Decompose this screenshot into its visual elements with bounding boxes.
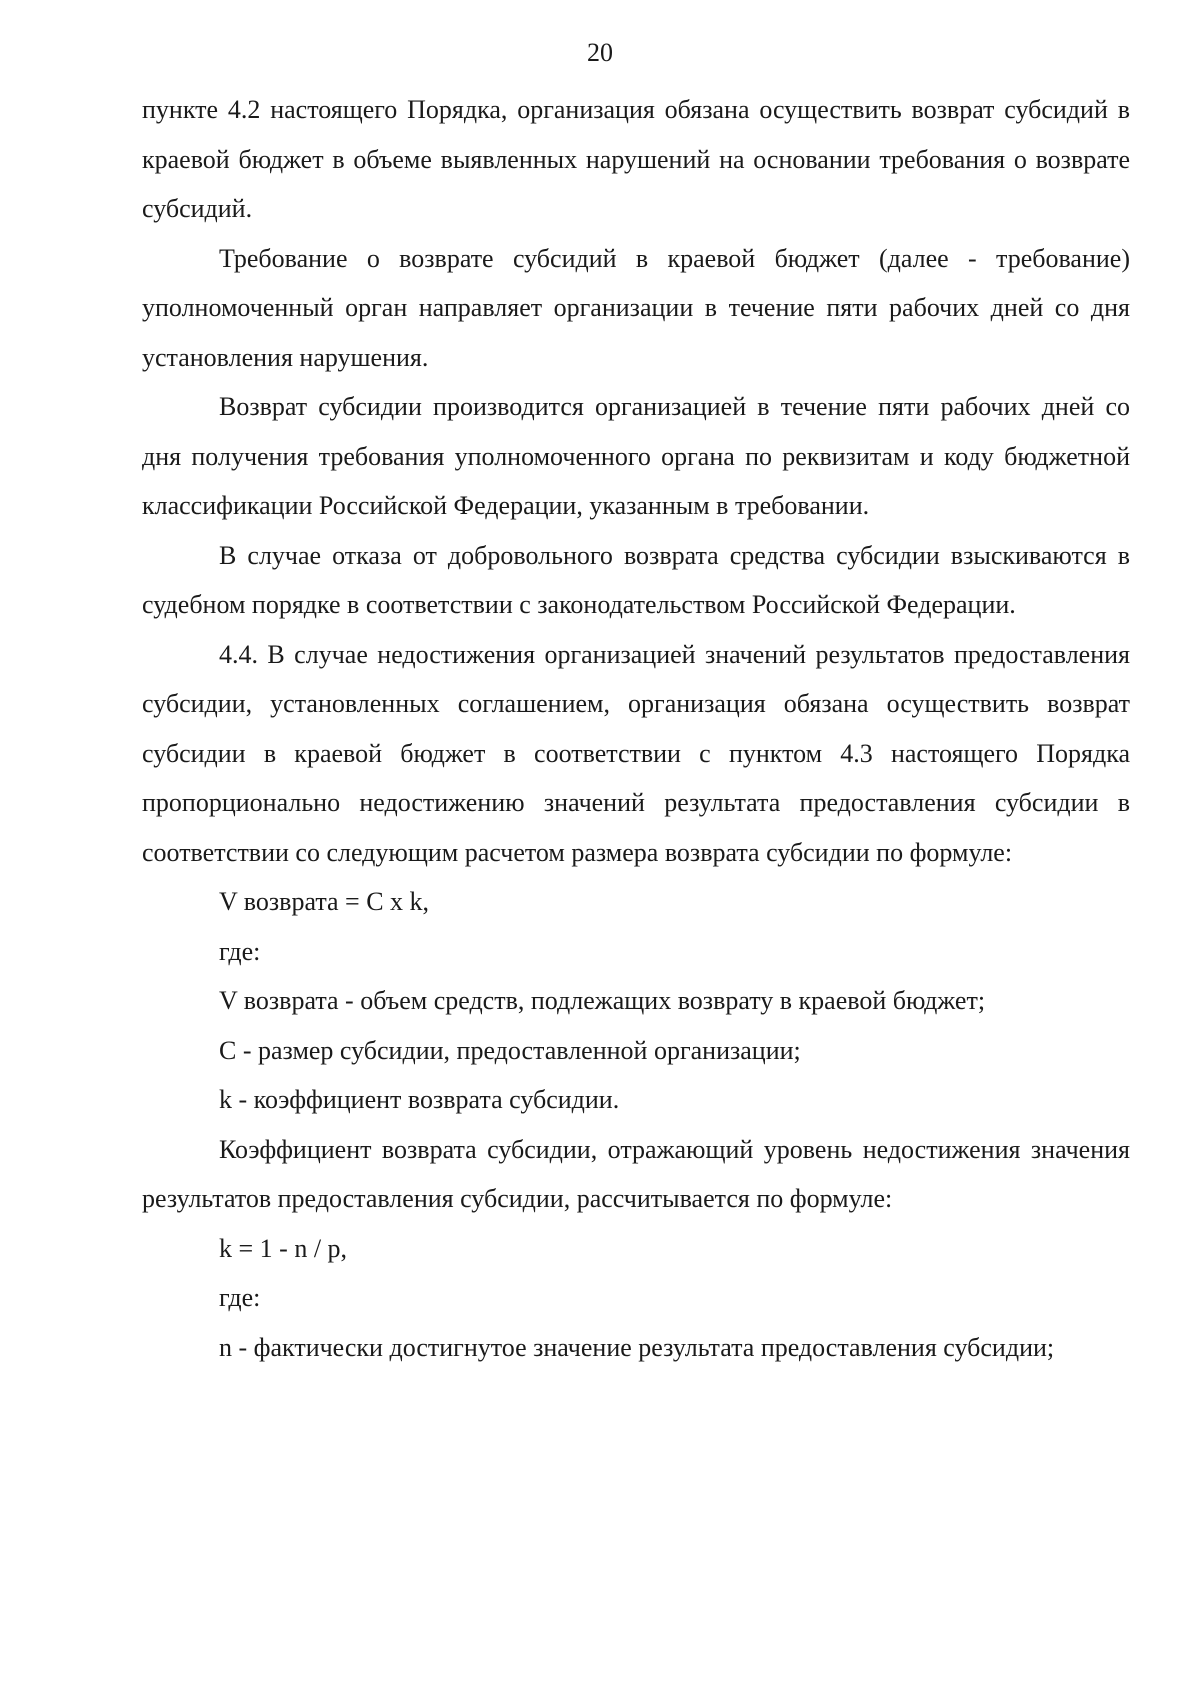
paragraph-demand-notice: Требование о возврате субсидий в краевой бюджет (далее - требование) уполномоченный орган направляет организации в течение пяти рабочих дней со дня установления нарушения.: [142, 243, 1130, 372]
paragraph-coefficient: Коэффициент возврата субсидии, отражающий уровень недостижения значения результатов предоставления субсидии, рассчитывается по формуле:: [142, 1134, 1130, 1213]
document-body: [142, 85, 1130, 1372]
formula-v-refund: V возврата = C x k,: [219, 887, 430, 916]
definition-c: C - размер субсидии, предоставленной организации;: [219, 1035, 801, 1065]
definition-n: n - фактически достигнутое значение результата предоставления субсидии;: [219, 1332, 1055, 1362]
formula-where-1: где:: [219, 936, 261, 966]
definition-k: k - коэффициент возврата субсидии.: [219, 1085, 620, 1114]
formula-k: k = 1 - n / p,: [219, 1233, 348, 1263]
definition-v-refund: V возврата - объем средств, подлежащих возврату в краевой бюджет;: [219, 986, 986, 1015]
paragraph-4-4: 4.4. В случае недостижения организацией значений результатов предоставления субсидии, установленных соглашением, организация обязана осуществить возврат субсидии в краевой бюджет в соответствии с пунктом 4.3 настоящего Порядка пропорционально недостижению значений результата предоставления субсидии в соответствии со следующим расчетом размера возврата субсидии по формуле:: [142, 639, 1130, 867]
paragraph-refund-procedure: Возврат субсидии производится организацией в течение пяти рабочих дней со дня получения требования уполномоченного органа по реквизитам и коду бюджетной классификации Российской Федерации, указанным в требовании.: [142, 392, 1130, 520]
paragraph-court-recovery: В случае отказа от добровольного возврата средства субсидии взыскиваются в судебном порядке в соответствии с законодательством Российской Федерации.: [142, 540, 1130, 619]
formula-where-2: где:: [219, 1283, 261, 1312]
page-number: 20: [587, 38, 613, 67]
paragraph-continuation: пункте 4.2 настоящего Порядка, организация обязана осуществить возврат субсидий в краевой бюджет в объеме выявленных нарушений на основании требования о возврате субсидий.: [142, 95, 1130, 223]
